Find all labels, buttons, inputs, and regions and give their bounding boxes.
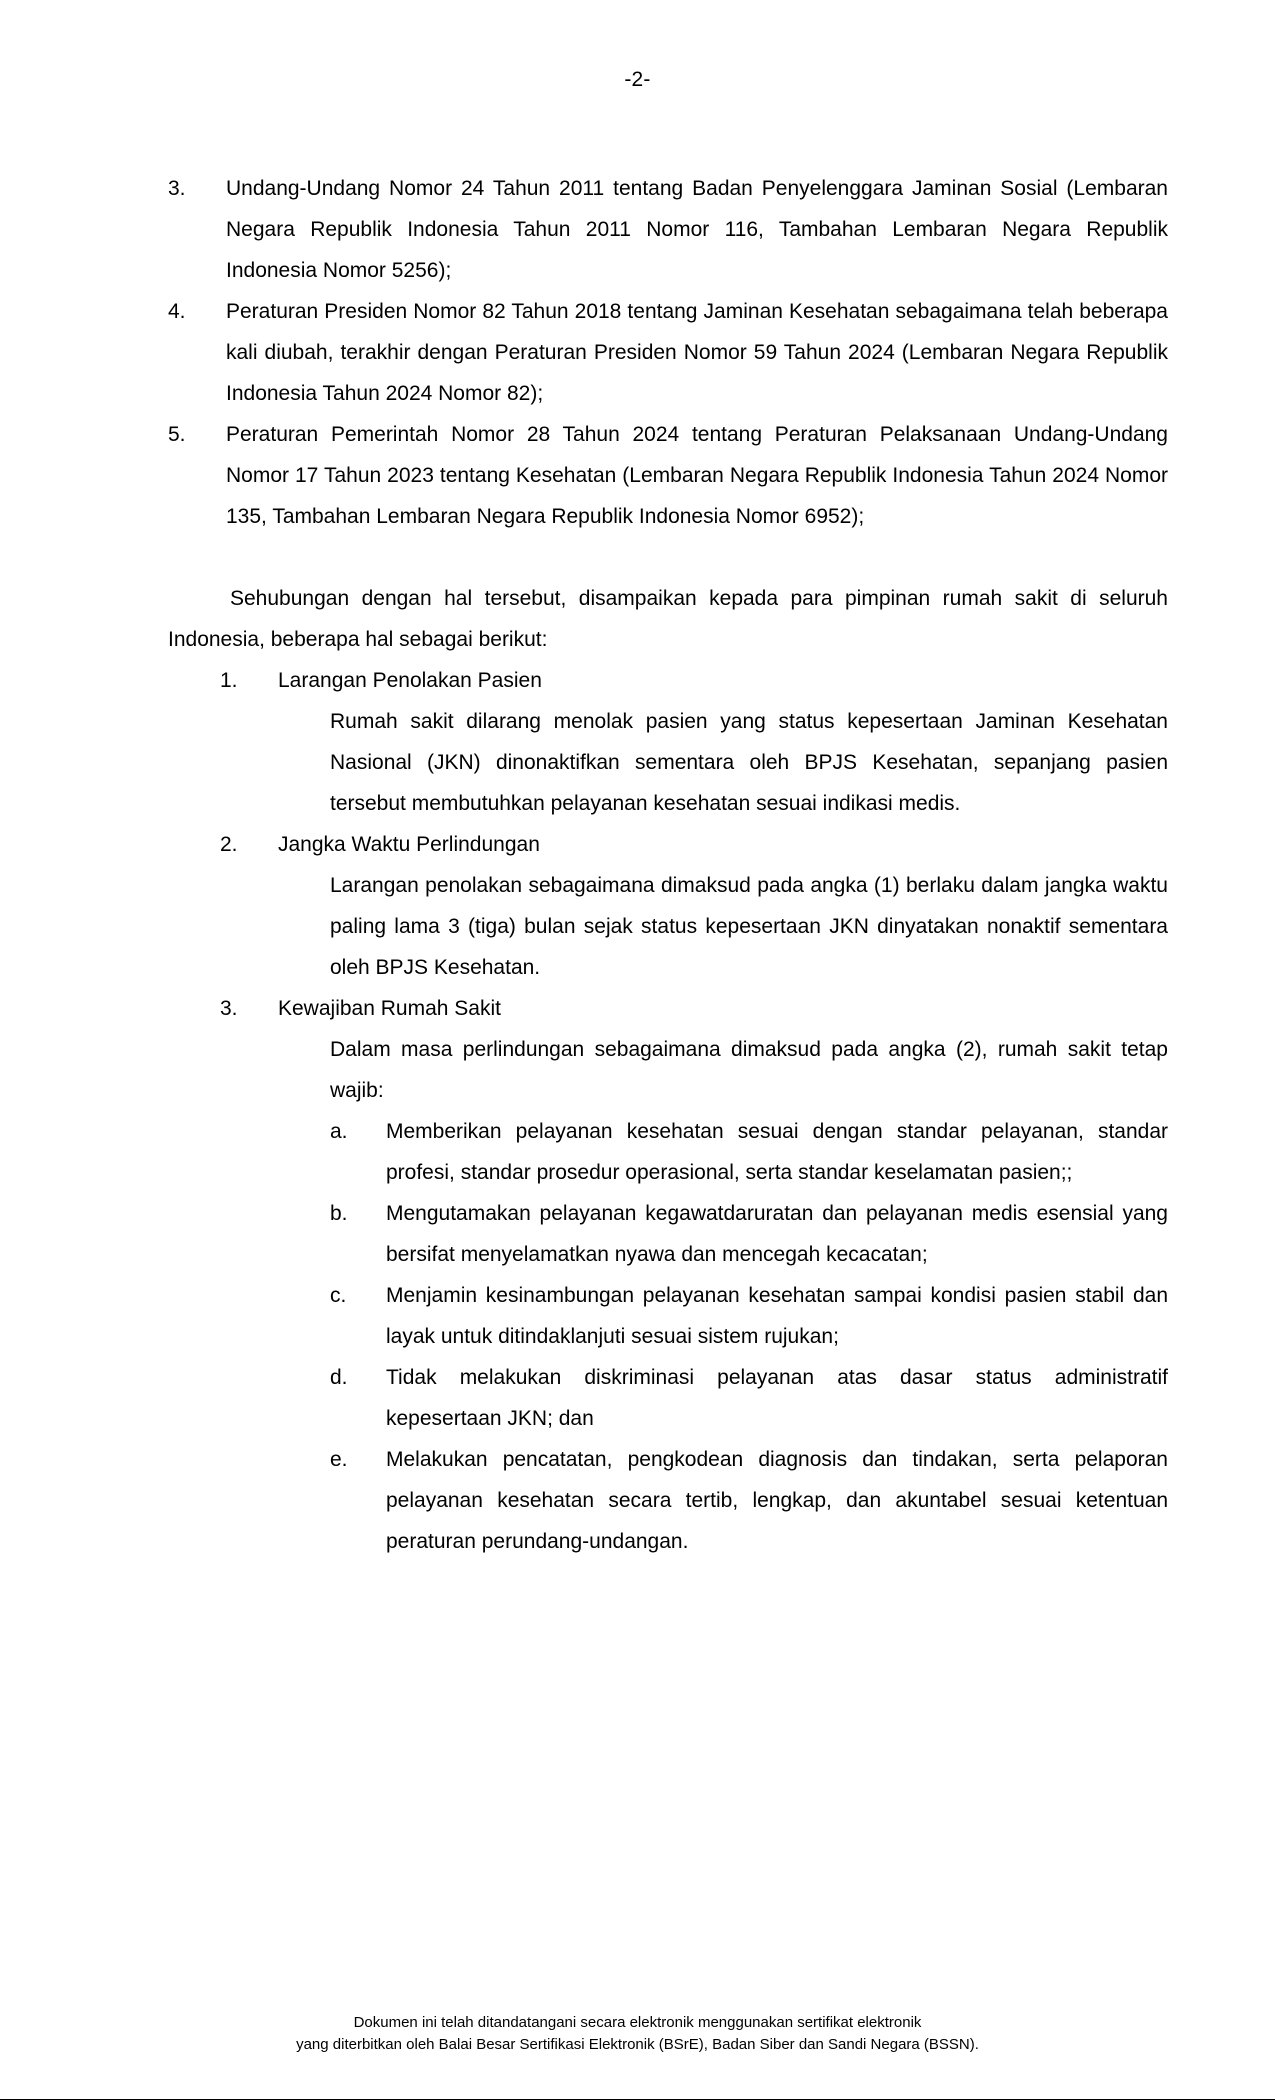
legal-basis-text: Peraturan Presiden Nomor 82 Tahun 2018 tentang Jaminan Kesehatan sebagaimana telah beberapa kali diubah, terakhir dengan Peraturan Presiden Nomor 59 Tahun 2024 (Lembaran Negara Republik Indonesia Tahun 2024 Nomor 82); [226,300,1168,405]
footer-line-1: Dokumen ini telah ditandatangani secara elektronik menggunakan sertifikat elektronik [353,2014,922,2031]
document-content [168,168,1168,1562]
lettered-item-text: Melakukan pencatatan, pengkodean diagnosis dan tindakan, serta pelaporan pelayanan kesehatan secara tertib, lengkap, dan akuntabel sesuai ketentuan peraturan perundang-undangan. [386,1448,1168,1553]
numbered-point-marker: 1. [220,669,238,692]
numbered-point-paragraph: Dalam masa perlindungan sebagaimana dimaksud pada angka (2), rumah sakit tetap wajib: [330,1038,1168,1102]
numbered-point [220,824,1168,865]
legal-basis-text: Undang-Undang Nomor 24 Tahun 2011 tentang Badan Penyelenggara Jaminan Sosial (Lembaran Negara Republik Indonesia Tahun 2011 Nomor 116, Tambahan Lembaran Negara Republik Indonesia Nomor 5256); [226,177,1168,282]
page-number: -2- [624,68,651,91]
lettered-item [330,1439,1168,1562]
lettered-item [330,1275,1168,1357]
footer-line-2: yang diterbitkan oleh Balai Besar Sertifikasi Elektronik (BSrE), Badan Siber dan Sandi Negara (BSSN). [296,2036,979,2053]
lettered-item [330,1111,1168,1193]
lettered-items-list [330,1111,1168,1562]
numbered-point-marker: 2. [220,833,238,856]
numbered-point-heading: Kewajiban Rumah Sakit [278,997,501,1020]
lettered-item-marker: e. [330,1448,348,1471]
legal-basis-item [168,414,1168,537]
lettered-item-text: Memberikan pelayanan kesehatan sesuai dengan standar pelayanan, standar profesi, standar prosedur operasional, serta standar keselamatan pasien;; [386,1120,1168,1184]
lettered-item [330,1357,1168,1439]
legal-basis-marker: 3. [168,177,186,200]
lettered-item-text: Mengutamakan pelayanan kegawatdaruratan dan pelayanan medis esensial yang bersifat menyelamatkan nyawa dan mencegah kecacatan; [386,1202,1168,1266]
intro-paragraph: Sehubungan dengan hal tersebut, disampaikan kepada para pimpinan rumah sakit di seluruh Indonesia, beberapa hal sebagai berikut: [168,587,1168,651]
numbered-point-heading: Larangan Penolakan Pasien [278,669,542,692]
legal-basis-marker: 5. [168,423,186,446]
lettered-item-text: Tidak melakukan diskriminasi pelayanan atas dasar status administratif kepesertaan JKN; dan [386,1366,1168,1430]
lettered-item-text: Menjamin kesinambungan pelayanan kesehatan sampai kondisi pasien stabil dan layak untuk ditindaklanjuti sesuai sistem rujukan; [386,1284,1168,1348]
numbered-points-list [220,660,1168,1562]
legal-basis-item [168,291,1168,414]
lettered-item-marker: b. [330,1202,348,1225]
legal-basis-item [168,168,1168,291]
lettered-item [330,1193,1168,1275]
legal-basis-marker: 4. [168,300,186,323]
lettered-item-marker: c. [330,1284,347,1307]
numbered-point-heading: Jangka Waktu Perlindungan [278,833,540,856]
lettered-item-marker: d. [330,1366,348,1389]
lettered-item-marker: a. [330,1120,348,1143]
electronic-signature-footer [0,2012,1275,2056]
legal-basis-text: Peraturan Pemerintah Nomor 28 Tahun 2024 tentang Peraturan Pelaksanaan Undang-Undang Nomor 17 Tahun 2023 tentang Kesehatan (Lembaran Negara Republik Indonesia Tahun 2024 Nomor 135, Tambahan Lembaran Negara Republik Indonesia Nomor 6952); [226,423,1168,528]
numbered-point-marker: 3. [220,997,238,1020]
numbered-point-paragraph: Rumah sakit dilarang menolak pasien yang status kepesertaan Jaminan Kesehatan Nasional (JKN) dinonaktifkan sementara oleh BPJS Kesehatan, sepanjang pasien tersebut membutuhkan pelayanan kesehatan sesuai indikasi medis. [330,710,1168,815]
numbered-point [220,988,1168,1029]
numbered-point-paragraph: Larangan penolakan sebagaimana dimaksud pada angka (1) berlaku dalam jangka waktu paling lama 3 (tiga) bulan sejak status kepesertaan JKN dinyatakan nonaktif sementara oleh BPJS Kesehatan. [330,874,1168,979]
numbered-point [220,660,1168,701]
